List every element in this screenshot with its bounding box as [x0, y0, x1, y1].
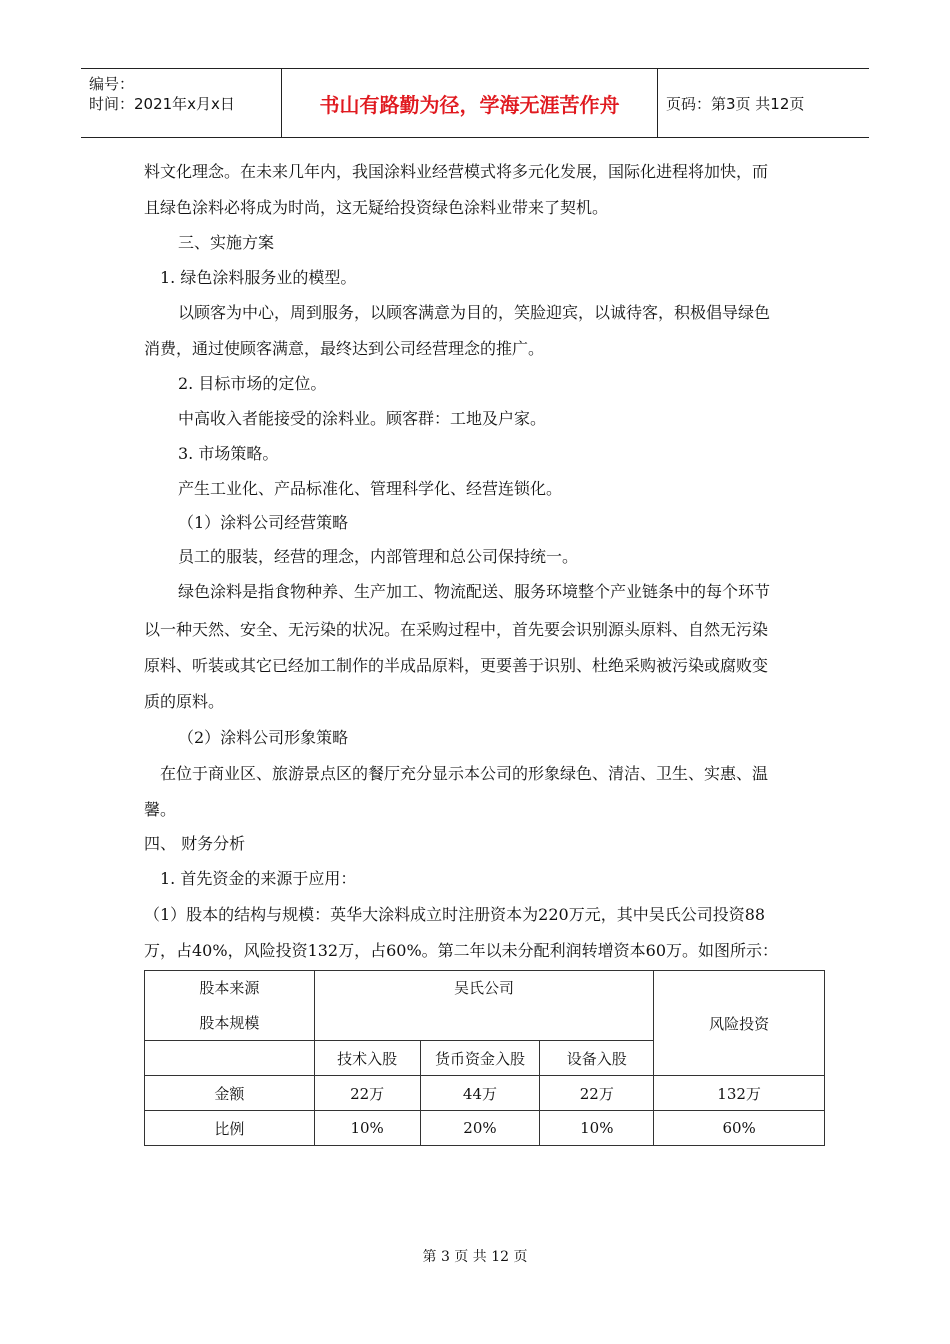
paragraph-line: 中高收入者能接受的涂料业。顾客群：工地及户家。 — [178, 409, 547, 428]
paragraph-line: 且绿色涂料必将成为时尚，这无疑给投资绿色涂料业带来了契机。 — [144, 198, 609, 217]
empty-cell — [145, 1041, 315, 1076]
table-cell: 22万 — [540, 1076, 654, 1111]
paragraph-line: 产生工业化、产品标准化、管理科学化、经营连锁化。 — [178, 479, 563, 498]
page-footer: 第 3 页 共 12 页 — [422, 1249, 528, 1265]
table-cell: 20% — [420, 1111, 540, 1146]
table-cell: 44万 — [420, 1076, 540, 1111]
subsection-heading: （1）涂料公司经营策略 — [178, 513, 349, 532]
table-cell: 10% — [540, 1111, 654, 1146]
paragraph-line: 以顾客为中心，周到服务，以顾客满意为目的，笑脸迎宾，以诚待客，积极倡导绿色 — [178, 303, 771, 322]
paragraph-line: （1）股本的结构与规模：英华大涂料成立时注册资本为220万元，其中吴氏公司投资88 — [144, 905, 766, 924]
row-label: 比例 — [145, 1111, 315, 1146]
paragraph-line: 料文化理念。在未来几年内，我国涂料业经营模式将多元化发展，国际化进程将加快，而 — [144, 162, 769, 181]
column-header: 技术入股 — [314, 1041, 420, 1076]
paragraph-line: 质的原料。 — [144, 692, 225, 711]
subsection-heading: 2. 目标市场的定位。 — [178, 374, 327, 393]
table-corner-header — [145, 971, 315, 1041]
header-motto: 书山有路勤为径，学海无涯苦作舟 — [281, 69, 658, 137]
table-cell: 22万 — [314, 1076, 420, 1111]
paragraph-line: 以一种天然、安全、无污染的状况。在采购过程中，首先要会识别源头原料、自然无污染 — [144, 620, 769, 639]
paragraph-line: 原料、听装或其它已经加工制作的半成品原料，更要善于识别、杜绝采购被污染或腐败变 — [144, 656, 769, 675]
table-cell: 60% — [654, 1111, 825, 1146]
risk-investment-header: 风险投资 — [654, 971, 825, 1076]
header-meta — [81, 69, 281, 137]
document-number-label: 编号： — [89, 75, 135, 93]
subsection-heading: （2）涂料公司形象策略 — [178, 728, 349, 747]
table-cell: 132万 — [654, 1076, 825, 1111]
table-row — [145, 1076, 825, 1111]
row-label: 金额 — [145, 1076, 315, 1111]
column-header: 货币资金入股 — [420, 1041, 540, 1076]
group-header: 吴氏公司 — [314, 971, 654, 1041]
table-row — [145, 1111, 825, 1146]
table-cell: 10% — [314, 1111, 420, 1146]
corner-header-bottom: 股本规模 — [199, 1014, 260, 1032]
section-heading: 四、 财务分析 — [144, 834, 246, 853]
subsection-heading: 3. 市场策略。 — [178, 444, 279, 463]
page-header — [81, 68, 869, 138]
section-heading: 三、实施方案 — [178, 233, 275, 252]
paragraph-line: 馨。 — [144, 800, 177, 819]
subsection-heading: 1. 首先资金的来源于应用： — [160, 869, 357, 888]
paragraph-line: 消费，通过使顾客满意，最终达到公司经营理念的推广。 — [144, 339, 545, 358]
paragraph-line: 绿色涂料是指食物种养、生产加工、物流配送、服务环境整个产业链条中的每个环节 — [178, 582, 771, 601]
header-page-info: 页码：第3页 共12页 — [666, 94, 805, 113]
document-date: 时间：2021年x月x日 — [89, 95, 235, 113]
column-header: 设备入股 — [540, 1041, 654, 1076]
paragraph-line: 万，占40%，风险投资132万，占60%。第二年以未分配利润转增资本60万。如图所示： — [144, 941, 779, 960]
equity-structure-table — [144, 970, 825, 1146]
subsection-heading: 1. 绿色涂料服务业的模型。 — [160, 268, 357, 287]
paragraph-line: 员工的服装，经营的理念，内部管理和总公司保持统一。 — [178, 547, 579, 566]
corner-header-top: 股本来源 — [199, 979, 260, 997]
paragraph-line: 在位于商业区、旅游景点区的餐厅充分显示本公司的形象绿色、清洁、卫生、实惠、温 — [160, 764, 769, 783]
